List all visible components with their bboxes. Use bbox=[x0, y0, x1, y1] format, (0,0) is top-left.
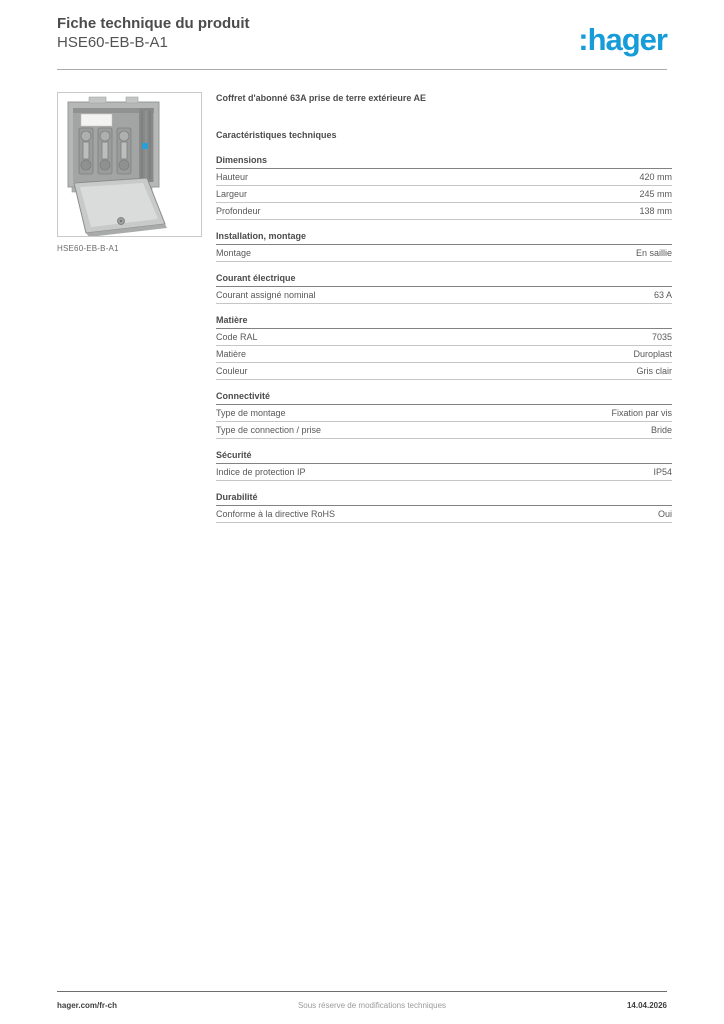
spec-row bbox=[216, 245, 672, 262]
section-heading: Matière bbox=[216, 315, 672, 329]
section-heading: Courant électrique bbox=[216, 273, 672, 287]
section-dimensions bbox=[216, 155, 672, 220]
hager-logo: :hager bbox=[578, 22, 667, 57]
spec-label: Type de montage bbox=[216, 408, 286, 418]
spec-value: Gris clair bbox=[636, 366, 672, 376]
footer-disclaimer: Sous réserve de modifications techniques bbox=[297, 1001, 447, 1010]
spec-label: Type de connection / prise bbox=[216, 425, 322, 435]
spec-column bbox=[216, 92, 672, 534]
spec-row bbox=[216, 287, 672, 304]
main-content bbox=[57, 92, 672, 534]
product-description: Coffret d'abonné 63A prise de terre extérieure AE bbox=[216, 93, 427, 103]
spec-value: 138 mm bbox=[639, 206, 672, 216]
footer-website-link[interactable]: hager.com/fr-ch bbox=[57, 1001, 118, 1010]
spec-row bbox=[216, 346, 672, 363]
spec-value: En saillie bbox=[635, 248, 672, 258]
spec-row bbox=[216, 363, 672, 380]
product-image-caption: HSE60-EB-B-A1 bbox=[57, 244, 119, 253]
spec-label: Matière bbox=[216, 349, 247, 359]
characteristics-title: Caractéristiques techniques bbox=[216, 130, 337, 140]
spec-label: Code RAL bbox=[216, 332, 258, 342]
section-courant-electrique bbox=[216, 273, 672, 304]
spec-value: IP54 bbox=[653, 467, 672, 477]
page-footer bbox=[57, 991, 667, 1010]
spec-value: 245 mm bbox=[639, 189, 672, 199]
section-securite bbox=[216, 450, 672, 481]
spec-value: 63 A bbox=[653, 290, 672, 300]
spec-value: Duroplast bbox=[633, 349, 672, 359]
section-matiere bbox=[216, 315, 672, 380]
blue-marker bbox=[142, 143, 148, 149]
spec-label: Couleur bbox=[216, 366, 248, 376]
header-titles bbox=[57, 14, 250, 52]
spec-row bbox=[216, 203, 672, 220]
section-connectivite bbox=[216, 391, 672, 439]
spec-row bbox=[216, 329, 672, 346]
spec-label: Montage bbox=[216, 248, 252, 258]
page-title: Fiche technique du produit bbox=[57, 15, 250, 32]
spec-label: Hauteur bbox=[216, 172, 249, 182]
spec-value: 420 mm bbox=[639, 172, 672, 182]
section-durabilite bbox=[216, 492, 672, 523]
spec-value: Bride bbox=[650, 425, 672, 435]
section-heading: Installation, montage bbox=[216, 231, 672, 245]
spec-value: 7035 bbox=[651, 332, 672, 342]
section-installation bbox=[216, 231, 672, 262]
spec-label: Profondeur bbox=[216, 206, 261, 216]
spec-label: Conforme à la directive RoHS bbox=[216, 509, 336, 519]
section-heading: Dimensions bbox=[216, 155, 672, 169]
enclosure-box-illustration bbox=[58, 93, 201, 236]
spec-row bbox=[216, 169, 672, 186]
product-image bbox=[57, 92, 202, 237]
spec-row bbox=[216, 422, 672, 439]
section-heading: Sécurité bbox=[216, 450, 672, 464]
spec-label: Indice de protection IP bbox=[216, 467, 306, 477]
spec-label: Largeur bbox=[216, 189, 248, 199]
spec-value: Oui bbox=[657, 509, 672, 519]
page-header bbox=[57, 0, 667, 70]
spec-row bbox=[216, 506, 672, 523]
spec-row bbox=[216, 186, 672, 203]
product-code: HSE60-EB-B-A1 bbox=[57, 34, 168, 51]
section-heading: Connectivité bbox=[216, 391, 672, 405]
product-image-column bbox=[57, 92, 202, 534]
footer-date: 14.04.2026 bbox=[626, 1001, 667, 1010]
spec-value: Fixation par vis bbox=[611, 408, 672, 418]
spec-row bbox=[216, 405, 672, 422]
spec-label: Courant assigné nominal bbox=[216, 290, 316, 300]
section-heading: Durabilité bbox=[216, 492, 672, 506]
spec-row bbox=[216, 464, 672, 481]
